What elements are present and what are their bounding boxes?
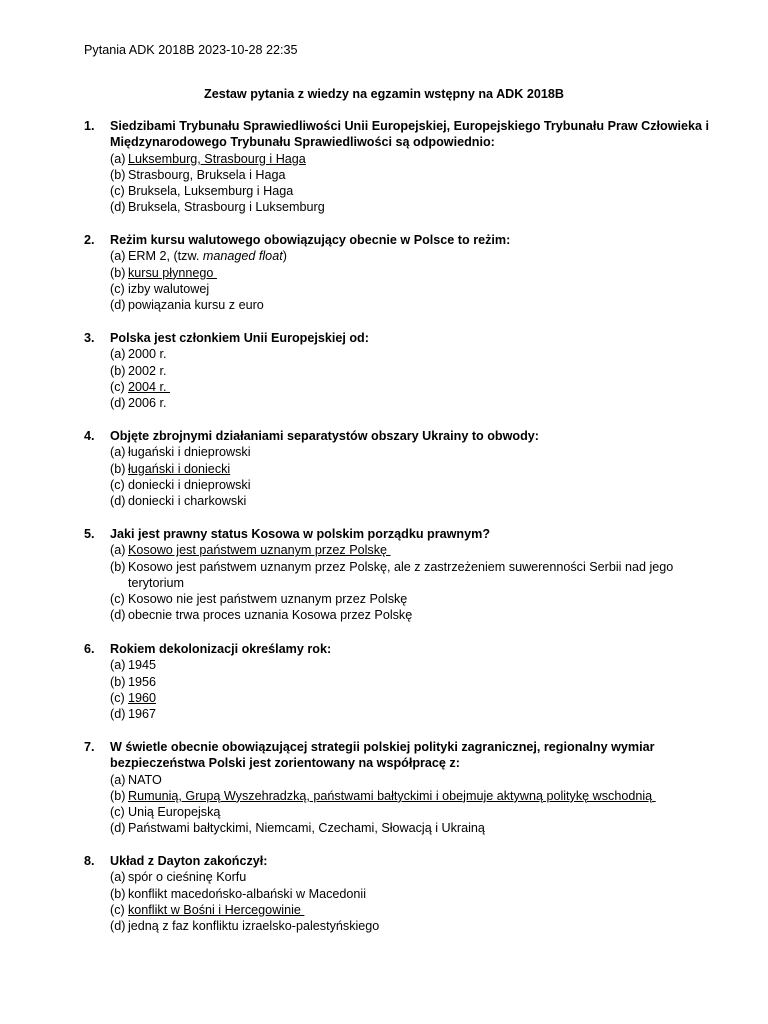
answer-option-b: (b) ługański i doniecki <box>110 461 231 476</box>
answer-option-c: (c) Bruksela, Luksemburg i Haga <box>110 184 294 199</box>
question-number: 3. <box>84 331 95 345</box>
answer-text: ługański i doniecki <box>128 461 231 476</box>
answer-text: Bruksela, Luksemburg i Haga <box>128 184 294 199</box>
question-text <box>84 330 724 346</box>
answer-option-a: (a) ERM 2, (tzw. managed float) <box>110 249 287 264</box>
answer-option-a: (a) Kosowo jest państwem uznanym przez Polskę <box>110 543 391 558</box>
question-line: Układ z Dayton zakończył: <box>110 854 268 868</box>
answer-option-c: (c) izby walutowej <box>110 281 210 296</box>
answer-text: Strasbourg, Bruksela i Haga <box>128 167 286 182</box>
question-number: 8. <box>84 854 95 868</box>
question-text <box>84 232 724 248</box>
answer-text: Kosowo jest państwem uznanym przez Polskę <box>128 543 391 558</box>
answer-option-a: (a) spór o cieśninę Korfu <box>110 870 247 885</box>
question-line: W świetle obecnie obowiązującej strategii polskiej polityki zagranicznej, regionalny wymiar <box>110 740 655 754</box>
answer-option-d: (d) jedną z faz konfliktu izraelsko-palestyńskiego <box>110 919 380 934</box>
answer-option-c: (c) 1960 <box>110 690 157 705</box>
answer-text: spór o cieśninę Korfu <box>128 870 247 885</box>
answer-text: doniecki i dnieprowski <box>128 477 251 492</box>
question-7 <box>84 739 724 837</box>
answer-text: konflikt w Bośni i Hercegowinie <box>128 902 305 917</box>
answer-text: konflikt macedońsko-albański w Macedonii <box>128 886 366 901</box>
question-line: Siedzibami Trybunału Sprawiedliwości Unii Europejskiej, Europejskiego Trybunału Praw Człowieka i <box>110 119 710 133</box>
answer-option-a: (a) 1945 <box>110 658 157 673</box>
answer-text: Rumunią, Grupą Wyszehradzką, państwami bałtyckimi i obejmuje aktywną politykę wschodnią <box>128 788 656 803</box>
question-5 <box>84 526 724 624</box>
answer-text: jedną z faz konfliktu izraelsko-palestyńskiego <box>128 919 380 934</box>
document-header: Pytania ADK 2018B 2023-10-28 22:35 <box>84 43 298 57</box>
question-text <box>84 853 724 869</box>
question-1 <box>84 118 724 216</box>
answer-text: 2004 r. <box>128 379 171 394</box>
question-number: 6. <box>84 642 95 656</box>
answer-text: NATO <box>128 772 162 787</box>
answer-text: kursu płynnego <box>128 265 217 280</box>
question-line: Rokiem dekolonizacji określamy rok: <box>110 642 332 656</box>
question-2 <box>84 232 724 313</box>
answer-option-c: (c) Kosowo nie jest państwem uznanym przez Polskę <box>110 592 408 607</box>
answer-option-d: (d) 1967 <box>110 707 157 722</box>
answer-text: doniecki i charkowski <box>128 494 247 509</box>
answer-text: ERM 2, (tzw. <box>128 249 200 264</box>
question-line: Międzynarodowego Trybunału Sprawiedliwości są odpowiednio: <box>110 135 495 150</box>
question-line: Jaki jest prawny status Kosowa w polskim porządku prawnym? <box>110 527 491 541</box>
answer-option-b: (b) Strasbourg, Bruksela i Haga <box>110 167 286 182</box>
answer-text: Państwami bałtyckimi, Niemcami, Czechami, Słowacją i Ukrainą <box>128 821 485 836</box>
answer-text: 1956 <box>128 674 157 689</box>
answer-text: 2006 r. <box>128 396 167 411</box>
answer-option-b: (b) Rumunią, Grupą Wyszehradzką, państwami bałtyckimi i obejmuje aktywną politykę wschodnią <box>110 788 656 803</box>
answer-option-d: (d) obecnie trwa proces uznania Kosowa przez Polskę <box>110 608 413 623</box>
answer-option-b: (b) 2002 r. <box>110 363 167 378</box>
answer-option-a: (a) Luksemburg, Strasbourg i Haga <box>110 151 306 166</box>
answer-text: Kosowo nie jest państwem uznanym przez Polskę <box>128 592 408 607</box>
answer-text: Luksemburg, Strasbourg i Haga <box>128 151 306 166</box>
question-line: Reżim kursu walutowego obowiązujący obecnie w Polsce to reżim: <box>110 233 511 247</box>
question-4 <box>84 428 724 509</box>
question-line: Objęte zbrojnymi działaniami separatystów obszary Ukrainy to obwody: <box>110 429 539 443</box>
answer-option-c: (c) Unią Europejską <box>110 805 221 820</box>
answer-option-b: (b) Kosowo jest państwem uznanym przez Polskę, ale z zastrzeżeniem suwerenności Serbii nad jego terytorium <box>84 559 724 592</box>
question-text <box>84 118 724 151</box>
question-line: Polska jest członkiem Unii Europejskiej od: <box>110 331 369 345</box>
answer-option-a: (a) NATO <box>110 772 162 787</box>
answer-text: 1967 <box>128 707 157 722</box>
answer-text: 2002 r. <box>128 363 167 378</box>
answer-text: 1945 <box>128 658 157 673</box>
question-3 <box>84 330 724 411</box>
answer-text: 2000 r. <box>128 347 167 362</box>
question-text <box>84 526 724 542</box>
answer-option-b: (b) 1956 <box>110 674 157 689</box>
answer-option-d: (d) Bruksela, Strasbourg i Luksemburg <box>110 200 325 215</box>
question-6 <box>84 641 724 722</box>
document-title: Zestaw pytania z wiedzy na egzamin wstępny na ADK 2018B <box>204 87 564 101</box>
question-number: 7. <box>84 740 95 754</box>
question-number: 1. <box>84 119 95 133</box>
answer-text-continuation: terytorium <box>128 575 184 590</box>
question-8 <box>84 853 724 934</box>
answer-text: Unią Europejską <box>128 805 221 820</box>
question-text <box>84 428 724 444</box>
question-text <box>84 641 724 657</box>
question-number: 5. <box>84 527 95 541</box>
answer-option-b: (b) kursu płynnego <box>110 265 217 280</box>
answer-option-a: (a) 2000 r. <box>110 347 167 362</box>
question-line: bezpieczeństwa Polski jest zorientowany na współpracę z: <box>110 756 460 771</box>
question-text <box>84 739 724 772</box>
answer-text: 1960 <box>128 690 157 705</box>
answer-text: ługański i dnieprowski <box>128 445 251 460</box>
answer-text: Kosowo jest państwem uznanym przez Polskę, ale z zastrzeżeniem suwerenności Serbii nad jego <box>128 559 674 574</box>
answer-option-d: (d) doniecki i charkowski <box>110 494 247 509</box>
question-number: 4. <box>84 429 95 443</box>
answer-option-c: (c) 2004 r. <box>110 379 171 394</box>
answer-option-d: (d) 2006 r. <box>110 396 167 411</box>
answer-option-a: (a) ługański i dnieprowski <box>110 445 251 460</box>
question-number: 2. <box>84 233 95 247</box>
answer-text: obecnie trwa proces uznania Kosowa przez Polskę <box>128 608 413 623</box>
answer-option-b: (b) konflikt macedońsko-albański w Macedonii <box>110 886 366 901</box>
answer-text: powiązania kursu z euro <box>128 298 264 313</box>
answer-option-c: (c) doniecki i dnieprowski <box>110 477 251 492</box>
answer-option-d: (d) powiązania kursu z euro <box>110 298 264 313</box>
answer-option-d: (d) Państwami bałtyckimi, Niemcami, Czechami, Słowacją i Ukrainą <box>110 821 485 836</box>
answer-italic-text: managed float <box>202 249 283 264</box>
answer-text: izby walutowej <box>128 281 210 296</box>
answer-text: Bruksela, Strasbourg i Luksemburg <box>128 200 325 215</box>
answer-option-c: (c) konflikt w Bośni i Hercegowinie <box>110 902 305 917</box>
